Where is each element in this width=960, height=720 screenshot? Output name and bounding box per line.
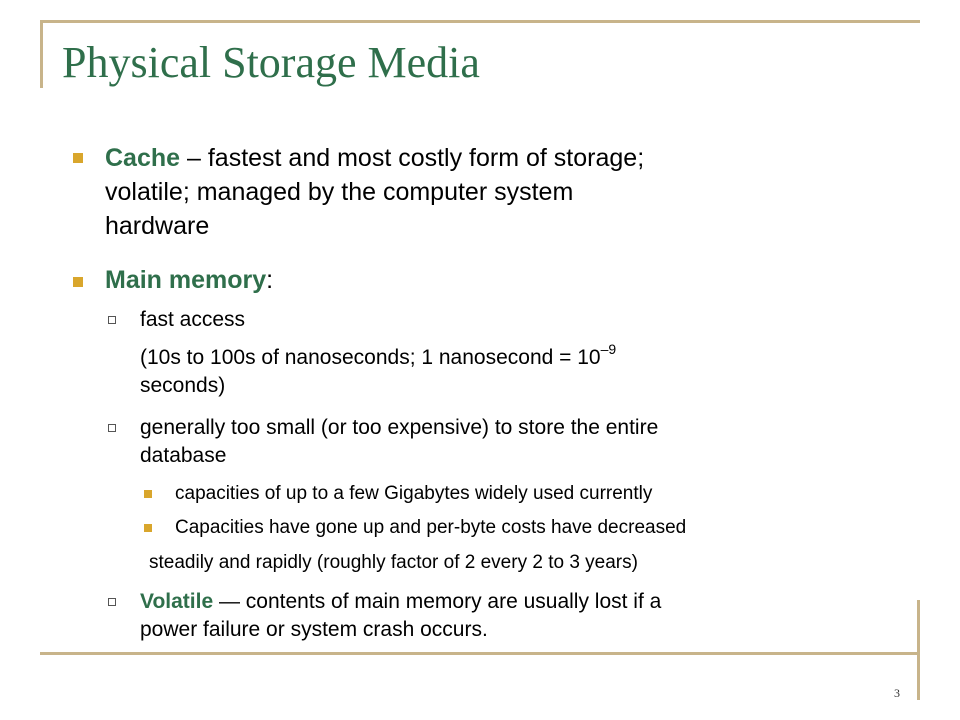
cache-line-3: hardware xyxy=(105,212,210,240)
main-memory-heading xyxy=(105,265,273,296)
main-memory-keyword: Main memory xyxy=(105,266,267,294)
capacities-line-3: steadily and rapidly (roughly factor of 2 every 2 to 3 years) xyxy=(149,552,638,573)
cache-line-2: volatile; managed by the computer system xyxy=(105,178,574,206)
slide-title: Physical Storage Media xyxy=(62,38,480,87)
bullet-square-icon xyxy=(73,277,83,287)
checkbox-bullet-icon xyxy=(108,316,116,324)
cache-line-1 xyxy=(105,143,644,174)
small-line-1: generally too small (or too expensive) to store the entire xyxy=(140,416,659,439)
access-detail-line-2: seconds) xyxy=(140,374,226,397)
sub-bullet-square-icon xyxy=(144,524,152,532)
access-detail-line-1 xyxy=(140,341,617,372)
sub-bullet-square-icon xyxy=(144,490,152,498)
volatile-line-1 xyxy=(140,588,661,616)
checkbox-bullet-icon xyxy=(108,598,116,606)
frame-left-line xyxy=(40,20,43,88)
frame-bottom-line xyxy=(40,652,920,655)
access-detail-text: (10s to 100s of nanoseconds; 1 nanosecond = 10 xyxy=(140,346,601,369)
frame-top-line xyxy=(40,20,920,23)
main-memory-suffix: : xyxy=(266,266,274,294)
small-line-2: database xyxy=(140,444,227,467)
capacities-line-2: Capacities have gone up and per-byte costs have decreased xyxy=(175,517,687,538)
volatile-line-1-text: — contents of main memory are usually lost if a xyxy=(213,590,662,613)
page-number: 3 xyxy=(894,686,900,700)
cache-keyword: Cache xyxy=(105,144,181,172)
volatile-line-2: power failure or system crash occurs. xyxy=(140,618,488,641)
volatile-keyword: Volatile xyxy=(140,590,214,613)
bullet-square-icon xyxy=(73,153,83,163)
exponent-text: –9 xyxy=(600,341,617,357)
fast-access-text: fast access xyxy=(140,308,246,331)
checkbox-bullet-icon xyxy=(108,424,116,432)
capacities-line-1: capacities of up to a few Gigabytes widely used currently xyxy=(175,483,653,504)
frame-right-line xyxy=(917,600,920,700)
cache-line-1-text: – fastest and most costly form of storage; xyxy=(180,144,645,172)
